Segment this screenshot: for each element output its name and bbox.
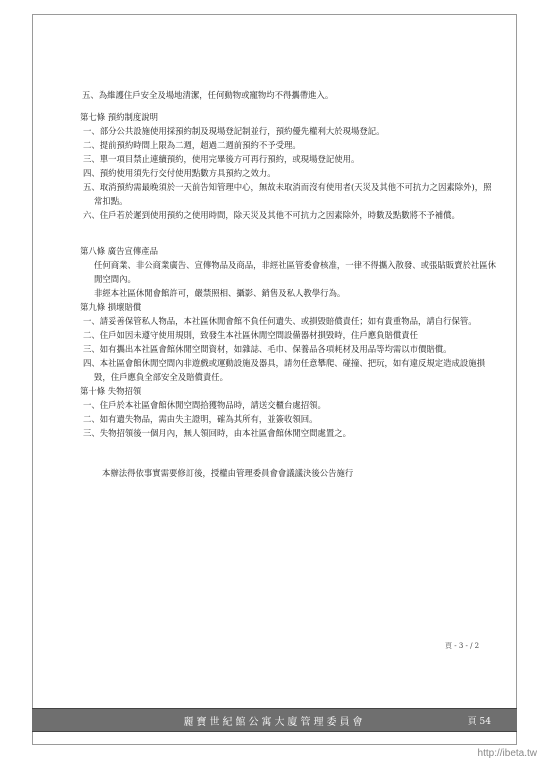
article-8-title: 第八條 廣告宣傳產品 <box>80 246 159 256</box>
watermark: http://ibeta.tw <box>477 748 537 759</box>
article-10-item: 三、失物招領後一個月內，無人領回時，由本社區會館休閒空間處置之。 <box>83 428 351 438</box>
article-10-item: 一、住戶於本社區會館休閒空間拾獲物品時，請送交櫃台處招領。 <box>83 400 326 410</box>
article-7-item: 六、住戶若於遲到使用預約之使用時間，除天災及其他不可抗力之因素除外，時數及點數將不予補償。 <box>83 210 460 220</box>
article-9-item: 二、住戶如因未遵守使用規則，致發生本社區休閒空間設備器材損毀時，住戶應負賠償責任 <box>83 330 418 340</box>
intro-item-5: 五、為維護住戶安全及場地清潔，任何動物或寵物均不得攜帶進入。 <box>82 90 334 100</box>
page-number: 頁 - 3 - / 2 <box>445 642 480 650</box>
article-7-item: 四、預約使用須先行交付使用點數方具預約之效力。 <box>83 168 276 178</box>
article-8-line: 非經本社區休閒會館許可，嚴禁照相、攝影、銷售及私人教學行為。 <box>94 288 346 298</box>
article-8-line: 任何商業、非公商業廣告、宣傳物品及商品，非經社區管委會核准，一律不得攜入散發、或張貼販賣於社區休閒空間內。 <box>94 260 496 284</box>
article-7-item: 三、單一項目禁止連續預約，使用完畢後方可再行預約，或現場登記使用。 <box>83 154 360 164</box>
footer-bar <box>32 708 517 732</box>
article-10-title: 第十條 失物招領 <box>80 386 142 396</box>
footer-page: 頁 54 <box>467 716 491 727</box>
article-10-item: 二、如有遺失物品，需由失主證明，確為其所有，並簽收領回。 <box>83 414 318 424</box>
article-9-title: 第九條 損壞賠償 <box>80 302 142 312</box>
article-7-item: 二、提前預約時間上限為二週，超過二週前預約不予受理。 <box>83 140 301 150</box>
document-body <box>46 88 496 480</box>
article-7-item: 一、部分公共設施使用採預約制及現場登記制並行，預約優先權利大於現場登記。 <box>83 126 385 136</box>
article-9-item: 四、本社區會館休閒空間內非遊戲或運動設施及器具，請勿任意攀爬、碰撞、把玩，如有違反規定造成設施損毀，住戶應負全部安全及賠償責任。 <box>83 358 485 382</box>
article-9-item: 一、請妥善保管私人物品，本社區休閒會館不負任何遺失、或損毀賠償責任；如有貴重物品，請自行保管。 <box>83 316 477 326</box>
footer-title: 麗寶世紀館公寓大廈管理委員會 <box>183 716 366 728</box>
closing-statement: 本辦法得依事實需要修訂後，授權由管理委員會會議議決後公告施行 <box>102 468 354 478</box>
article-7-item: 五、取消預約需最晚須於一天前告知管理中心，無故未取消而沒有使用者(天災及其他不可抗力之因素除外)，照常扣點。 <box>83 182 492 206</box>
article-7-title: 第七條 預約制度說明 <box>80 112 159 122</box>
article-9-item: 三、如有攜出本社區會館休閒空間資材，如雜誌、毛巾、保養品各項耗材及用品等均需以市價賠償。 <box>83 344 452 354</box>
